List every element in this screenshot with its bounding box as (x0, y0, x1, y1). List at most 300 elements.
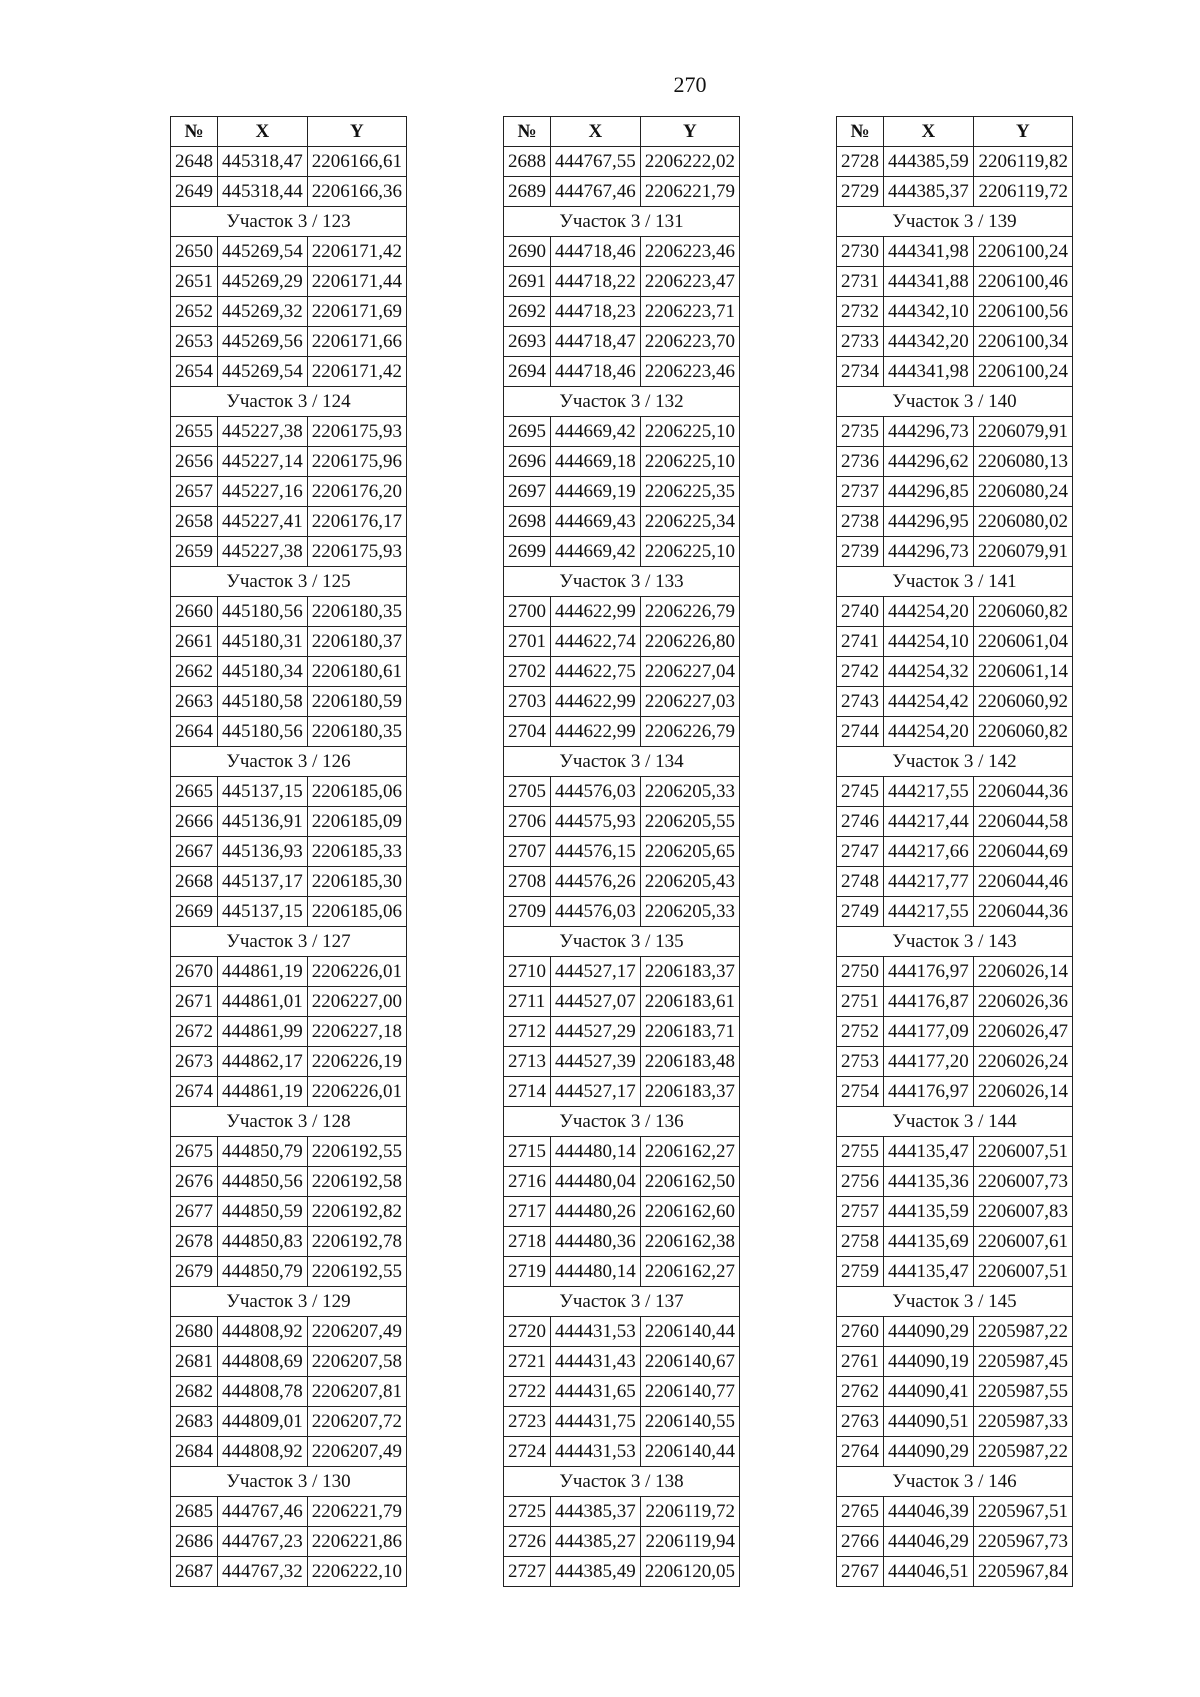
point-number: 2726 (504, 1527, 551, 1557)
y-coordinate: 2206185,06 (307, 897, 406, 927)
y-coordinate: 2206060,82 (973, 717, 1072, 747)
section-row (504, 927, 740, 957)
x-coordinate: 445227,38 (218, 417, 308, 447)
point-number: 2688 (504, 147, 551, 177)
point-number: 2730 (837, 237, 884, 267)
x-coordinate: 444176,87 (884, 987, 974, 1017)
x-coordinate: 444046,51 (884, 1557, 974, 1587)
y-coordinate: 2206225,35 (640, 477, 739, 507)
point-number: 2729 (837, 177, 884, 207)
section-row (171, 1107, 407, 1137)
section-row (837, 387, 1073, 417)
table-row (171, 1527, 407, 1557)
header-row (504, 117, 740, 147)
table-row (171, 687, 407, 717)
table-row (837, 777, 1073, 807)
y-coordinate: 2206140,77 (640, 1377, 739, 1407)
y-coordinate: 2206026,14 (973, 957, 1072, 987)
x-coordinate: 444176,97 (884, 957, 974, 987)
x-coordinate: 444527,07 (551, 987, 641, 1017)
table-row (504, 597, 740, 627)
y-coordinate: 2206183,37 (640, 1077, 739, 1107)
y-coordinate: 2206192,55 (307, 1257, 406, 1287)
table-row (837, 1407, 1073, 1437)
x-coordinate: 444341,88 (884, 267, 974, 297)
table-row (837, 957, 1073, 987)
y-coordinate: 2206140,44 (640, 1437, 739, 1467)
y-coordinate: 2206176,17 (307, 507, 406, 537)
x-coordinate: 444046,39 (884, 1497, 974, 1527)
table-row (837, 537, 1073, 567)
point-number: 2760 (837, 1317, 884, 1347)
coordinate-table (170, 116, 407, 1587)
x-coordinate: 444622,74 (551, 627, 641, 657)
section-row (504, 1107, 740, 1137)
table-row (504, 327, 740, 357)
x-coordinate: 444767,55 (551, 147, 641, 177)
x-coordinate: 444850,56 (218, 1167, 308, 1197)
point-number: 2721 (504, 1347, 551, 1377)
point-number: 2698 (504, 507, 551, 537)
y-coordinate: 2206226,01 (307, 957, 406, 987)
x-coordinate: 444431,53 (551, 1437, 641, 1467)
point-number: 2767 (837, 1557, 884, 1587)
header-y: Y (973, 117, 1072, 147)
table-row (837, 147, 1073, 177)
y-coordinate: 2206007,83 (973, 1197, 1072, 1227)
point-number: 2723 (504, 1407, 551, 1437)
header-y: Y (307, 117, 406, 147)
point-number: 2728 (837, 147, 884, 177)
point-number: 2694 (504, 357, 551, 387)
point-number: 2693 (504, 327, 551, 357)
table-row (837, 507, 1073, 537)
x-coordinate: 445180,31 (218, 627, 308, 657)
y-coordinate: 2206140,44 (640, 1317, 739, 1347)
point-number: 2717 (504, 1197, 551, 1227)
point-number: 2740 (837, 597, 884, 627)
x-coordinate: 444767,32 (218, 1557, 308, 1587)
header-row (171, 117, 407, 147)
point-number: 2701 (504, 627, 551, 657)
y-coordinate: 2206080,02 (973, 507, 1072, 537)
point-number: 2725 (504, 1497, 551, 1527)
table-row (837, 1377, 1073, 1407)
x-coordinate: 444480,14 (551, 1257, 641, 1287)
y-coordinate: 2206225,10 (640, 537, 739, 567)
y-coordinate: 2206175,96 (307, 447, 406, 477)
point-number: 2687 (171, 1557, 218, 1587)
y-coordinate: 2206171,66 (307, 327, 406, 357)
x-coordinate: 444296,85 (884, 477, 974, 507)
table-row (837, 177, 1073, 207)
x-coordinate: 444808,69 (218, 1347, 308, 1377)
section-label: Участок 3 / 144 (837, 1107, 1073, 1137)
y-coordinate: 2206223,70 (640, 327, 739, 357)
table-row (504, 507, 740, 537)
y-coordinate: 2206060,82 (973, 597, 1072, 627)
point-number: 2711 (504, 987, 551, 1017)
x-coordinate: 444718,47 (551, 327, 641, 357)
x-coordinate: 444135,69 (884, 1227, 974, 1257)
table-row (171, 297, 407, 327)
y-coordinate: 2206061,04 (973, 627, 1072, 657)
y-coordinate: 2206119,82 (973, 147, 1072, 177)
point-number: 2692 (504, 297, 551, 327)
section-row (837, 927, 1073, 957)
table-row (504, 1047, 740, 1077)
y-coordinate: 2206100,46 (973, 267, 1072, 297)
x-coordinate: 444046,29 (884, 1527, 974, 1557)
table-row (504, 627, 740, 657)
y-coordinate: 2206026,36 (973, 987, 1072, 1017)
y-coordinate: 2206119,72 (640, 1497, 739, 1527)
x-coordinate: 444176,97 (884, 1077, 974, 1107)
x-coordinate: 444385,27 (551, 1527, 641, 1557)
y-coordinate: 2206162,38 (640, 1227, 739, 1257)
x-coordinate: 444254,10 (884, 627, 974, 657)
y-coordinate: 2206079,91 (973, 537, 1072, 567)
table-row (171, 837, 407, 867)
x-coordinate: 445269,54 (218, 237, 308, 267)
x-coordinate: 444575,93 (551, 807, 641, 837)
table-row (504, 1197, 740, 1227)
x-coordinate: 444861,99 (218, 1017, 308, 1047)
x-coordinate: 444527,39 (551, 1047, 641, 1077)
table-row (171, 627, 407, 657)
point-number: 2651 (171, 267, 218, 297)
table-row (837, 327, 1073, 357)
x-coordinate: 444341,98 (884, 237, 974, 267)
y-coordinate: 2206061,14 (973, 657, 1072, 687)
point-number: 2665 (171, 777, 218, 807)
table-row (171, 867, 407, 897)
section-label: Участок 3 / 127 (171, 927, 407, 957)
y-coordinate: 2206221,86 (307, 1527, 406, 1557)
point-number: 2670 (171, 957, 218, 987)
table-row (837, 687, 1073, 717)
x-coordinate: 445269,56 (218, 327, 308, 357)
table-row (837, 597, 1073, 627)
point-number: 2755 (837, 1137, 884, 1167)
y-coordinate: 2206119,94 (640, 1527, 739, 1557)
x-coordinate: 444527,29 (551, 1017, 641, 1047)
y-coordinate: 2206225,10 (640, 417, 739, 447)
point-number: 2672 (171, 1017, 218, 1047)
y-coordinate: 2206222,10 (307, 1557, 406, 1587)
point-number: 2759 (837, 1257, 884, 1287)
x-coordinate: 444431,53 (551, 1317, 641, 1347)
x-coordinate: 445180,34 (218, 657, 308, 687)
y-coordinate: 2206205,33 (640, 897, 739, 927)
table-row (504, 897, 740, 927)
x-coordinate: 444217,55 (884, 777, 974, 807)
table-row (171, 237, 407, 267)
table-row (171, 447, 407, 477)
y-coordinate: 2206222,02 (640, 147, 739, 177)
point-number: 2676 (171, 1167, 218, 1197)
y-coordinate: 2206207,49 (307, 1317, 406, 1347)
x-coordinate: 444809,01 (218, 1407, 308, 1437)
x-coordinate: 444527,17 (551, 1077, 641, 1107)
point-number: 2681 (171, 1347, 218, 1377)
y-coordinate: 2206223,47 (640, 267, 739, 297)
table-row (504, 987, 740, 1017)
x-coordinate: 444385,37 (884, 177, 974, 207)
x-coordinate: 444669,42 (551, 537, 641, 567)
y-coordinate: 2206140,55 (640, 1407, 739, 1437)
y-coordinate: 2206026,24 (973, 1047, 1072, 1077)
y-coordinate: 2206007,73 (973, 1167, 1072, 1197)
y-coordinate: 2205987,55 (973, 1377, 1072, 1407)
table-row (837, 1017, 1073, 1047)
table-row (171, 987, 407, 1017)
point-number: 2745 (837, 777, 884, 807)
table-row (504, 1137, 740, 1167)
point-number: 2653 (171, 327, 218, 357)
y-coordinate: 2206185,06 (307, 777, 406, 807)
table-row (504, 657, 740, 687)
x-coordinate: 445136,93 (218, 837, 308, 867)
y-coordinate: 2206223,46 (640, 357, 739, 387)
point-number: 2648 (171, 147, 218, 177)
point-number: 2673 (171, 1047, 218, 1077)
section-label: Участок 3 / 124 (171, 387, 407, 417)
x-coordinate: 444576,03 (551, 897, 641, 927)
point-number: 2656 (171, 447, 218, 477)
point-number: 2695 (504, 417, 551, 447)
y-coordinate: 2206171,42 (307, 357, 406, 387)
point-number: 2660 (171, 597, 218, 627)
section-row (171, 747, 407, 777)
x-coordinate: 445318,47 (218, 147, 308, 177)
table-row (171, 1017, 407, 1047)
y-coordinate: 2206119,72 (973, 177, 1072, 207)
table-row (837, 1137, 1073, 1167)
table-row (504, 357, 740, 387)
point-number: 2654 (171, 357, 218, 387)
table-row (171, 1497, 407, 1527)
y-coordinate: 2206192,82 (307, 1197, 406, 1227)
table-row (504, 1317, 740, 1347)
x-coordinate: 444341,98 (884, 357, 974, 387)
table-row (171, 1407, 407, 1437)
table-row (171, 1557, 407, 1587)
x-coordinate: 444861,19 (218, 957, 308, 987)
point-number: 2686 (171, 1527, 218, 1557)
y-coordinate: 2206225,34 (640, 507, 739, 537)
table-row (837, 1317, 1073, 1347)
point-number: 2683 (171, 1407, 218, 1437)
x-coordinate: 445137,15 (218, 897, 308, 927)
y-coordinate: 2206192,78 (307, 1227, 406, 1257)
coordinate-table (503, 116, 740, 1587)
y-coordinate: 2206226,01 (307, 1077, 406, 1107)
point-number: 2762 (837, 1377, 884, 1407)
x-coordinate: 445180,58 (218, 687, 308, 717)
table-row (837, 987, 1073, 1017)
y-coordinate: 2206226,80 (640, 627, 739, 657)
section-label: Участок 3 / 132 (504, 387, 740, 417)
y-coordinate: 2206183,61 (640, 987, 739, 1017)
table-row (171, 1257, 407, 1287)
table-row (171, 477, 407, 507)
point-number: 2749 (837, 897, 884, 927)
table-row (504, 447, 740, 477)
y-coordinate: 2206226,79 (640, 717, 739, 747)
section-row (837, 1107, 1073, 1137)
y-coordinate: 2206026,47 (973, 1017, 1072, 1047)
table-row (171, 597, 407, 627)
section-label: Участок 3 / 130 (171, 1467, 407, 1497)
point-number: 2658 (171, 507, 218, 537)
y-coordinate: 2206171,42 (307, 237, 406, 267)
point-number: 2682 (171, 1377, 218, 1407)
table-row (837, 447, 1073, 477)
table-row (504, 777, 740, 807)
table-row (837, 1527, 1073, 1557)
y-coordinate: 2206223,46 (640, 237, 739, 267)
table-row (504, 1497, 740, 1527)
point-number: 2684 (171, 1437, 218, 1467)
y-coordinate: 2206044,58 (973, 807, 1072, 837)
x-coordinate: 444296,95 (884, 507, 974, 537)
x-coordinate: 444431,65 (551, 1377, 641, 1407)
y-coordinate: 2206171,44 (307, 267, 406, 297)
section-label: Участок 3 / 137 (504, 1287, 740, 1317)
point-number: 2680 (171, 1317, 218, 1347)
table-row (837, 1347, 1073, 1377)
x-coordinate: 444090,19 (884, 1347, 974, 1377)
point-number: 2742 (837, 657, 884, 687)
y-coordinate: 2206060,92 (973, 687, 1072, 717)
point-number: 2741 (837, 627, 884, 657)
point-number: 2650 (171, 237, 218, 267)
y-coordinate: 2205987,22 (973, 1437, 1072, 1467)
x-coordinate: 444135,47 (884, 1137, 974, 1167)
table-row (171, 537, 407, 567)
x-coordinate: 444135,36 (884, 1167, 974, 1197)
x-coordinate: 444669,18 (551, 447, 641, 477)
y-coordinate: 2206227,04 (640, 657, 739, 687)
table-row (837, 1257, 1073, 1287)
y-coordinate: 2206175,93 (307, 537, 406, 567)
table-row (171, 1047, 407, 1077)
table-row (837, 1077, 1073, 1107)
point-number: 2716 (504, 1167, 551, 1197)
point-number: 2719 (504, 1257, 551, 1287)
y-coordinate: 2206080,24 (973, 477, 1072, 507)
table-row (504, 1377, 740, 1407)
x-coordinate: 444431,43 (551, 1347, 641, 1377)
y-coordinate: 2206205,55 (640, 807, 739, 837)
section-label: Участок 3 / 126 (171, 747, 407, 777)
x-coordinate: 444254,42 (884, 687, 974, 717)
table-row (504, 147, 740, 177)
y-coordinate: 2206227,03 (640, 687, 739, 717)
y-coordinate: 2205967,84 (973, 1557, 1072, 1587)
point-number: 2732 (837, 297, 884, 327)
table-row (837, 717, 1073, 747)
point-number: 2697 (504, 477, 551, 507)
y-coordinate: 2206183,48 (640, 1047, 739, 1077)
y-coordinate: 2206044,46 (973, 867, 1072, 897)
y-coordinate: 2206180,35 (307, 597, 406, 627)
table-row (171, 1137, 407, 1167)
point-number: 2718 (504, 1227, 551, 1257)
table-row (504, 957, 740, 987)
x-coordinate: 444669,43 (551, 507, 641, 537)
point-number: 2666 (171, 807, 218, 837)
point-number: 2705 (504, 777, 551, 807)
table-row (837, 1227, 1073, 1257)
header-y: Y (640, 117, 739, 147)
x-coordinate: 444850,59 (218, 1197, 308, 1227)
y-coordinate: 2206207,81 (307, 1377, 406, 1407)
section-label: Участок 3 / 129 (171, 1287, 407, 1317)
y-coordinate: 2206221,79 (307, 1497, 406, 1527)
table-row (837, 357, 1073, 387)
x-coordinate: 444254,20 (884, 597, 974, 627)
section-row (171, 1287, 407, 1317)
point-number: 2675 (171, 1137, 218, 1167)
y-coordinate: 2206044,69 (973, 837, 1072, 867)
header-x: X (218, 117, 308, 147)
y-coordinate: 2206007,51 (973, 1257, 1072, 1287)
y-coordinate: 2206140,67 (640, 1347, 739, 1377)
section-row (171, 567, 407, 597)
x-coordinate: 444385,59 (884, 147, 974, 177)
section-label: Участок 3 / 142 (837, 747, 1073, 777)
table-row (837, 897, 1073, 927)
y-coordinate: 2206100,34 (973, 327, 1072, 357)
table-row (837, 1557, 1073, 1587)
y-coordinate: 2206166,61 (307, 147, 406, 177)
section-label: Участок 3 / 143 (837, 927, 1073, 957)
y-coordinate: 2206080,13 (973, 447, 1072, 477)
table-row (837, 627, 1073, 657)
x-coordinate: 444861,19 (218, 1077, 308, 1107)
y-coordinate: 2206205,65 (640, 837, 739, 867)
point-number: 2720 (504, 1317, 551, 1347)
table-row (504, 1347, 740, 1377)
table-row (837, 867, 1073, 897)
point-number: 2753 (837, 1047, 884, 1077)
point-number: 2663 (171, 687, 218, 717)
point-number: 2743 (837, 687, 884, 717)
point-number: 2708 (504, 867, 551, 897)
x-coordinate: 444669,19 (551, 477, 641, 507)
section-row (504, 387, 740, 417)
point-number: 2724 (504, 1437, 551, 1467)
x-coordinate: 445227,41 (218, 507, 308, 537)
x-coordinate: 444718,46 (551, 237, 641, 267)
y-coordinate: 2206180,35 (307, 717, 406, 747)
x-coordinate: 444480,04 (551, 1167, 641, 1197)
x-coordinate: 444385,37 (551, 1497, 641, 1527)
table-row (171, 897, 407, 927)
header-num: № (171, 117, 218, 147)
y-coordinate: 2206225,10 (640, 447, 739, 477)
x-coordinate: 444576,26 (551, 867, 641, 897)
y-coordinate: 2206192,58 (307, 1167, 406, 1197)
point-number: 2713 (504, 1047, 551, 1077)
x-coordinate: 444135,59 (884, 1197, 974, 1227)
y-coordinate: 2206226,79 (640, 597, 739, 627)
x-coordinate: 444767,46 (551, 177, 641, 207)
point-number: 2763 (837, 1407, 884, 1437)
table-row (504, 717, 740, 747)
